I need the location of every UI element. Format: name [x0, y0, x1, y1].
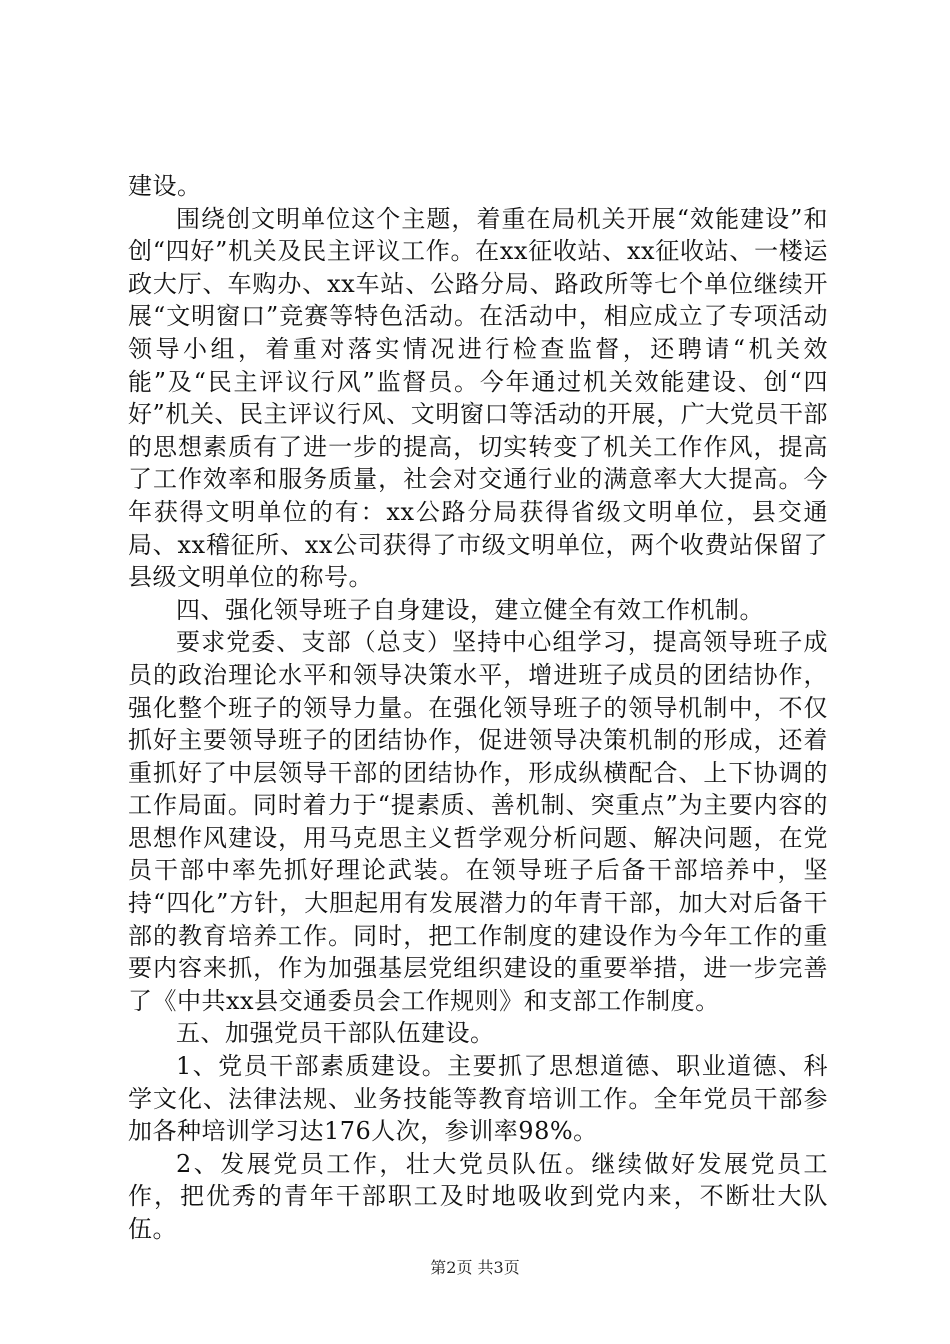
- paragraph: 2、发展党员工作，壮大党员队伍。继续做好发展党员工作，把优秀的青年干部职工及时地吸收到党内来，不断壮大队伍。: [128, 1149, 828, 1243]
- paragraph: 建设。: [128, 172, 202, 200]
- paragraph: 要求党委、支部（总支）坚持中心组学习，提高领导班子成员的政治理论水平和领导决策水平，增进班子成员的团结协作，强化整个班子的领导力量。在强化领导班子的领导机制中，不仅抓好主要领导班子的团结协作，促进领导决策机制的形成，还着重抓好了中层领导干部的团结协作，形成纵横配合、上下协调的工作局面。同时着力于“提素质、善机制、突重点”为主要内容的思想作风建设，用马克思主义哲学观分析问题、解决问题，在党员干部中率先抓好理论武装。在领导班子后备干部培养中，坚持“四化”方针，大胆起用有发展潜力的年青干部，加大对后备干部的教育培养工作。同时，把工作制度的建设作为今年工作的重要内容来抓，作为加强基层党组织建设的重要举措，进一步完善了《中共xx县交通委员会工作规则》和支部工作制度。: [128, 628, 828, 1015]
- page-footer: 第2页 共3页: [430, 1258, 520, 1277]
- section-heading: 五、加强党员干部队伍建设。: [176, 1019, 495, 1048]
- section-heading: 四、强化领导班子自身建设，建立健全有效工作机制。: [176, 595, 764, 624]
- paragraph: 1、党员干部素质建设。主要抓了思想道德、职业道德、科学文化、法律法规、业务技能等教育培训工作。全年党员干部参加各种培训学习达176人次，参训率98%。: [128, 1052, 828, 1146]
- paragraph: 围绕创文明单位这个主题，着重在局机关开展“效能建设”和创“四好”机关及民主评议工作。在xx征收站、xx征收站、一楼运政大厅、车购办、xx车站、公路分局、路政所等七个单位继续开展“文明窗口”竞赛等特色活动。在活动中，相应成立了专项活动领导小组，着重对落实情况进行检查监督，还聘请“机关效能”及“民主评议行风”监督员。今年通过机关效能建设、创“四好”机关、民主评议行风、文明窗口等活动的开展，广大党员干部的思想素质有了进一步的提高，切实转变了机关工作作风，提高了工作效率和服务质量，社会对交通行业的满意率大大提高。今年获得文明单位的有：xx公路分局获得省级文明单位，县交通局、xx稽征所、xx公司获得了市级文明单位，两个收费站保留了县级文明单位的称号。: [128, 204, 828, 592]
- document-body: [128, 170, 828, 1246]
